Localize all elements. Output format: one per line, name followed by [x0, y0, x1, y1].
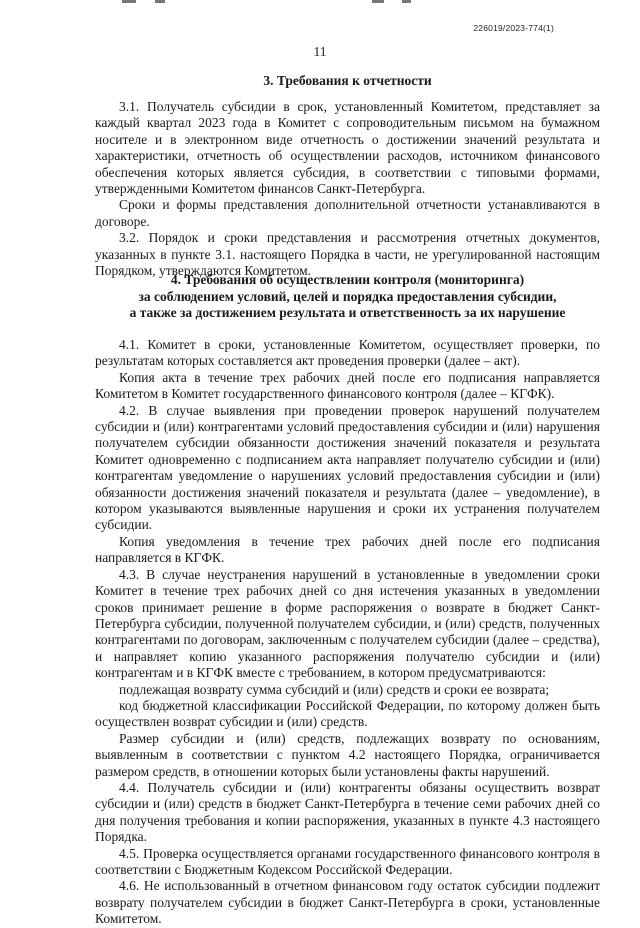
scan-top-edge-marks [0, 0, 640, 6]
paragraph-4-3: 4.3. В случае неустранения нарушений в установленные в уведомлении сроки Комитет в течение трех рабочих дней со дня истечения указанных в уведомлении сроков принимает решение в форме распоряжения о возврате в бюджет Санкт-Петербурга субсидии, полученной получателем субсидии, и (или) средств, полученных контрагентами по договорам, заключенным с получателем субсидии (далее – средства), и направляет копию указанного распоряжения получателю субсидии и (или) контрагентам и в КГФК вместе с требованием, в котором предусматриваются: [95, 566, 600, 681]
page-number: 11 [313, 44, 327, 59]
section-4-heading-line-1: 4. Требования об осуществлении контроля (мониторинга) [170, 272, 525, 287]
section-4-body [95, 337, 600, 928]
paragraph-4-5: 4.5. Проверка осуществляется органами государственного финансового контроля в соответствии с Бюджетным Кодексом Российской Федерации. [95, 845, 600, 877]
paragraph-4-3-size: Размер субсидии и (или) средств, подлежащих возврату по основаниям, выявленным в соответствии с пунктом 4.2 настоящего Порядка, ограничивается размером средств, в отношении которых были установлены факты нарушений. [95, 730, 600, 779]
section-3-heading: 3. Требования к отчетности [263, 73, 432, 88]
section-4-heading-line-3: а также за достижением результата и ответственность за их нарушение [129, 305, 566, 320]
paragraph-3-2: 3.2. Порядок и сроки представления и рассмотрения отчетных документов, указанных в пункте 3.1. настоящего Порядка в части, не урегулированной настоящим Порядком, утверждаются Комитетом. [95, 230, 600, 279]
paragraph-4-1: 4.1. Комитет в сроки, установленные Комитетом, осуществляет проверки, по результатам которых составляется акт проведения проверки (далее – акт). [95, 337, 600, 369]
paragraph-4-1-copy: Копия акта в течение трех рабочих дней после его подписания направляется Комитетом в Комитет государственного финансового контроля (далее – КГФК). [95, 369, 600, 402]
section-3-body [95, 99, 600, 279]
section-4-heading-line-2: за соблюдением условий, целей и порядка предоставления субсидии, [138, 288, 557, 304]
paragraph-3-1-extra: Сроки и формы представления дополнительной отчетности устанавливаются в договоре. [95, 197, 600, 229]
paragraph-4-2-copy: Копия уведомления в течение трех рабочих дней после его подписания направляется в КГФК. [95, 533, 600, 566]
paragraph-4-6: 4.6. Не использованный в отчетном финансовом году остаток субсидии подлежит возврату получателем субсидии в бюджет Санкт-Петербурга в сроки, установленные Комитетом. [95, 878, 600, 927]
paragraph-4-4: 4.4. Получатель субсидии и (или) контрагенты обязаны осуществить возврат субсидии и (или) средств в бюджет Санкт-Петербурга в течение семи рабочих дней со дня получения требования и копии распоряжения, указанных в пункте 4.3 настоящего Порядка. [95, 779, 600, 845]
paragraph-4-2: 4.2. В случае выявления при проведении проверок нарушений получателем субсидии и (или) контрагентами условий предоставления субсидии и (или) нарушения получателем субсидии обязанности достижения значений показателя и результата Комитет одновременно с подписанием акта направляет получателю субсидии и (или) контрагентам уведомление о нарушениях условий предоставления субсидии и (или) обязанности достижения значений показателя и результата (далее – уведомление), в котором указываются выявленные нарушения и сроки их устранения получателем субсидии. [95, 402, 600, 533]
paragraph-4-3-item-2: код бюджетной классификации Российской Федерации, по которому должен быть осуществлен возврат субсидии и (или) средств. [95, 697, 600, 730]
document-number: 226019/2023-774(1) [473, 23, 554, 33]
section-4-heading [95, 272, 600, 322]
paragraph-4-3-item-1: подлежащая возврату сумма субсидий и (или) средств и сроки ее возврата; [119, 681, 550, 697]
paragraph-3-1: 3.1. Получатель субсидии в срок, установленный Комитетом, представляет за каждый квартал 2023 года в Комитет с сопроводительным письмом на бумажном носителе и в электронном виде отчетность о достижении значений результата и характеристики, отчетность об осуществлении расходов, источником финансового обеспечения которых является субсидия, в соответствии с типовыми формами, утвержденными Комитетом финансов Санкт-Петербурга. [95, 99, 600, 197]
